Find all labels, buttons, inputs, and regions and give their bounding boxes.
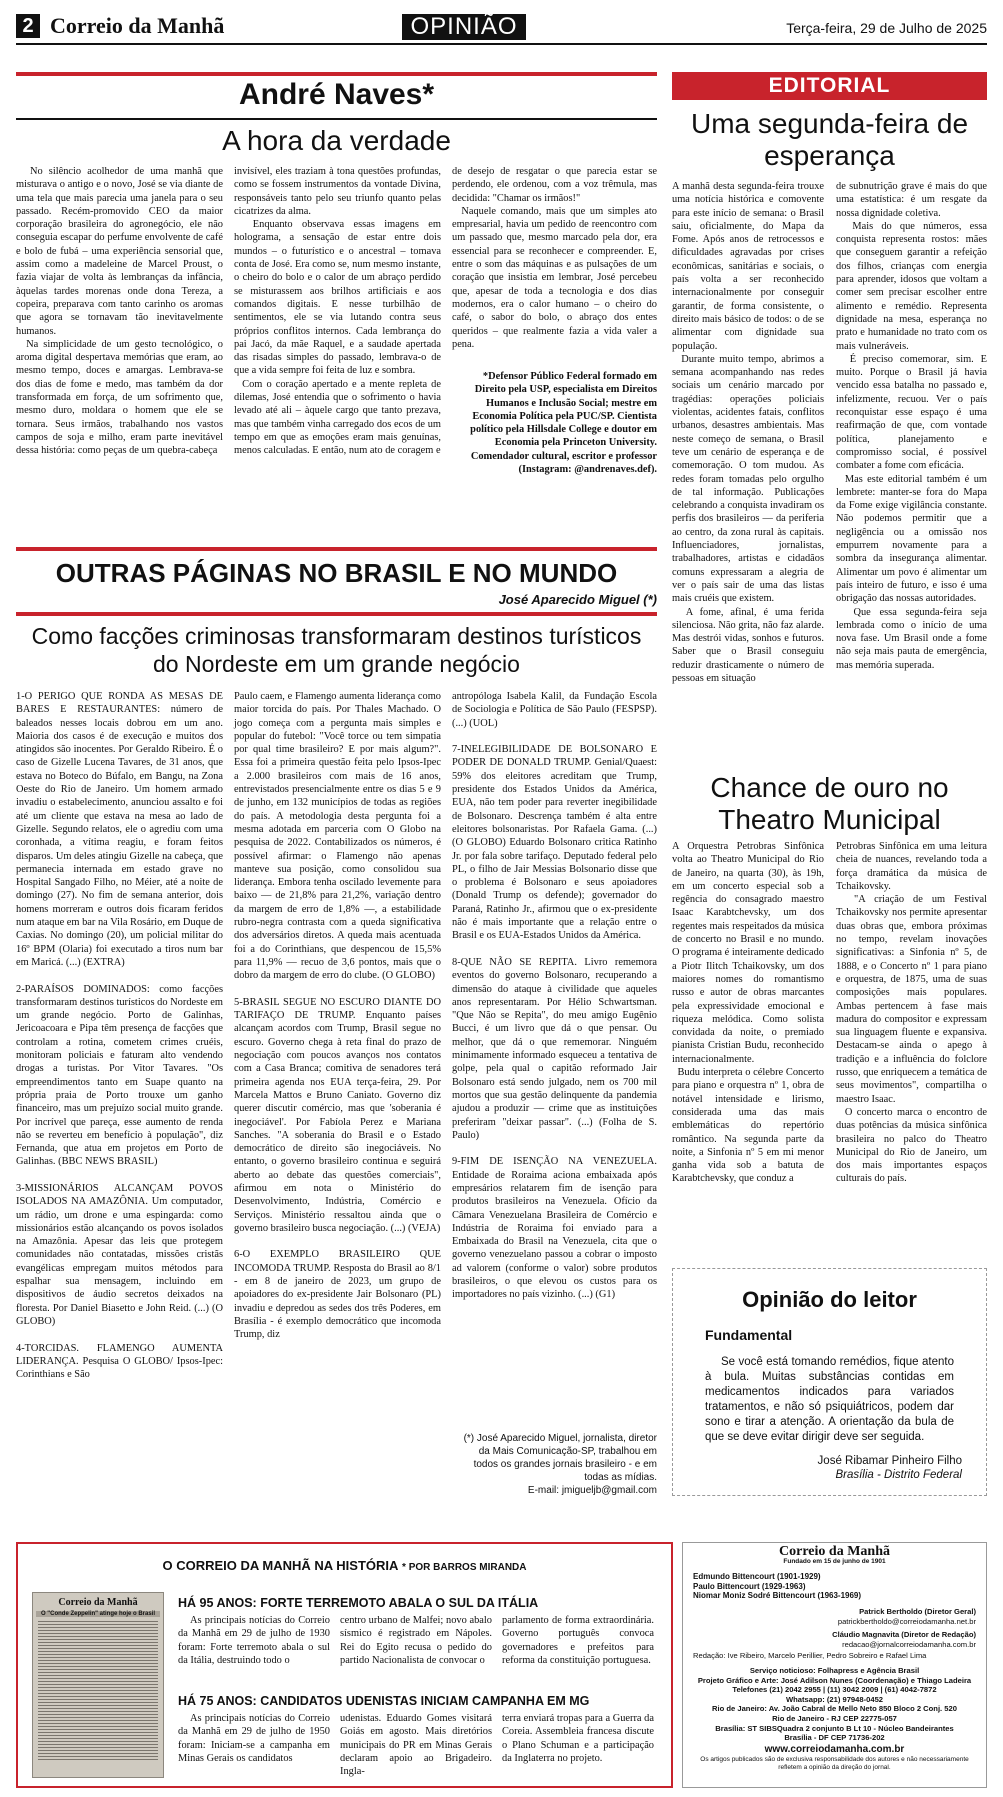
outras-col-1: 1-O PERIGO QUE RONDA AS MESAS DE BARES E RESTAURANTES: número de baleados nesses locais dobrou em um ano. Maioria dos casos é de execução e muitos dos atingidos são inocentes. Por Geraldo Ribeiro. É o caso de Gizelle Lucena Tavares, de 31 anos, que estava no Boteco do Búfalo, em Bangu, na Zona Oeste do Rio de Janeiro. Um homem armado invadiu o estabelecimento, anunciou assalto e foi até um cliente que estava na mesa ao lado de Gizelle. Segundo relatos, ele o agrediu com uma coronhada, a vítima reagiu, e foram feitos disparos. Um deles atingiu Gizelle na cabeça, que permanecia internada em estado grave no Hospital Sangado Filho, no Méier, até a noite de domingo (27). No fim de semana anterior, dois homens morreram e outros dois ficaram feridos num ataque em bar na Vila Rosário, em Duque de Caxias. No domingo (20), um policial militar do 16º BPM (Olaria) foi executado a tiros num bar em Maricá. (...) (EXTRA) 2-PARAÍSOS DOMINADOS: como facções transformaram destinos turísticos do Nordeste em um grande negócio. Porto de Galinhas, Jericoacoara e Pipa têm presença de facções que controlam a rotina, cometem crimes cruéis, monitoram policiais e faturam alto vendendo drogas a turistas. Por Vitor Tavares. "Os empreendimentos tanto em Suape quanto na própria praia de Porto trouxe um ganho financeiro, mas um prejuízo social muito grande. Por incrível que pareça, esse aumento de renda não se reverteu em benefício à população", diz Fernanda, que atua em projetos em Porto de Galinhas. (BBC NEWS BRASIL) 3-MISSIONÁRIOS ALCANÇAM POVOS ISOLADOS NA AMAZÔNIA. Um computador, um rádio, um drone e uma espingarda: como missionários estão alcançando os povos isolados na Amazônia. Apesar das leis que protegem comunidades não contatadas, missões cristãs evangélicas empregam muitos métodos para espalhar sua mensagem, incluindo em dispositivos de áudio secretos deixados na floresta. Por Daniel Biasetto e John Reid. (...) (O GLOBO) 4-TORCIDAS. FLAMENGO AUMENTA LIDERANÇA. Pesquisa O GLOBO/ Ipsos-Ipec: Corinthians e São — [16, 691, 223, 1381]
expediente-founders — [693, 1572, 986, 1601]
opinion-rule — [16, 118, 657, 120]
service-3: Whatsapp: (21) 97948-0452 — [785, 1694, 884, 1704]
historia-h1: HÁ 95 ANOS: FORTE TERREMOTO ABALA O SUL DA ITÁLIA — [178, 1596, 539, 1610]
page-date: Terça-feira, 29 de Julho de 2025 — [786, 20, 987, 36]
historia-header — [18, 1558, 671, 1573]
editorial-col-2: de subnutrição grave é mais do que uma estatística: é um resgate da nossa dignidade coletiva. Mais do que números, essa conquista representa rostos: mães que conseguem garantir a refeição dos filhos, crianças com energia para aprender, idosos que voltam a comer sem precisar escolher entre alimento e remédio. Representa dignidade na mesa, esperança no prato e humanidade no trato com os mais vulneráveis. É preciso comemorar, sim. E muito. Porque o Brasil já havia vencido essa batalha no passado e, infelizmente, recuou. Ver o país reconquistar esse espaço é uma reafirmação de que, com vontade política, planejamento e compromisso social, é possível combater a fome com eficácia. Mas este editorial também é um lembrete: manter-se fora do Mapa da Fome exige vigilância constante. Não podemos permitir que a negligência ou a omissão nos empurrem novamente para a sombra da insegurança alimentar. Alimentar um povo é alimentar um país inteiro de futuro, e isso é uma obrigação das nossas autoridades. Que essa segunda-feira seja lembrada como o início de uma nova fase. Um Brasil onde a fome não seja mais pauta de emergência, mas memória superada. — [836, 181, 988, 671]
outras-col-2: Paulo caem, e Flamengo aumenta liderança como maior torcida do país. Por Thales Machado. O jogo começa com a pergunta mais simples e popular do futebol: "Você torce ou tem simpatia por qual time brasileiro? E por mais algum?". Essa foi a primeira questão feita pelo Ipsos-Ipec a 2.000 brasileiros com mais de 16 anos, entrevistados presencialmente entre os dias 5 e 9 de junho, em 132 municípios de todas as regiões do país. A metodologia desta pergunta foi a mesma adotada em parceria com O Globo na pesquisa de 2022. Contabilizados os números, é possível afirmar: o Flamengo não apenas manteve sua posição, como consolidou sua liderança. Embora tenha oscilado levemente para baixo — de 21,8% para 21,2%, variação dentro da margem de erro de 1,8% —, a estabilidade rubro-negra contrasta com a queda significativa dos adversários diretos. A queda mais acentuada foi a do Corinthians, que despencou de 15,5% para 11,9% — recuo de 3,6 pontos, mais que o dobro da margem de erro do clube. (O GLOBO) 5-BRASIL SEGUE NO ESCURO DIANTE DO TARIFAÇO DE TRUMP. Enquanto países alcançam acordos com Trump, Brasil segue no escuro. Governo chega à reta final do prazo de negociação com poucos avanços nos contatos com a Casa Branca; comitiva de senadores terá primeira agenda nos EUA terça-feira, 29. Por Marcela Mattos e Bruno Caniato. Governo diz querer discutir comércio, mas que 'soberania é inegociável'. Por Fabíola Perez e Mariana Sanches. "A soberania do Brasil e o Estado democrático de direito são inegociáveis. No entanto, o governo brasileiro continua e seguirá aberto ao debate das questões comerciais", afirmou em nota o Ministério do Desenvolvimento, Indústria, Comércio e Serviços. Ministério ressaltou ainda que o governo brasileiro busca negociação. (...) (VEJA) 6-O EXEMPLO BRASILEIRO QUE INCOMODA TRUMP. Resposta do Brasil ao 8/1 - em 8 de janeiro de 2023, um grupo de apoiadores do ex-presidente Jair Bolsonaro (PL) invadiu e depredou as sedes dos três Poderes, em Brasília - é exemplo democrático que incomoda Trump, diz — [234, 691, 441, 1341]
service-1: Projeto Gráfico e Arte: José Adilson Nunes (Coordenação) e Thiago Ladeira — [697, 1675, 972, 1685]
theatro-col-2: Petrobras Sinfônica em uma leitura cheia de nuances, revelando toda a força dramática da música de Tchaikovsky. "A criação de um Festival Tchaikovsky nos permite apresentar duas obras que, embora próximas no tempo, revelam inovações significativas: a Sinfonia nº 5, de 1888, e o Concerto nº 1 para piano e orquestra, de 1875, uma de suas composições mais populares. Ambas pertencem à fase mais madura do compositor e expressam sua linguagem fluente e expansiva. Destacam-se ainda o apego à tradição e a influência do folclore russo, que enriquecem a temática de seus movimentos", compartilha o maestro Isaac. O concerto marca o encontro de duas potências da música sinfônica brasileira no palco do Theatro Municipal do Rio de Janeiro, um dos mais importantes espaços culturais do país. — [836, 841, 987, 1185]
historia-h2: HÁ 75 ANOS: CANDIDATOS UDENISTAS INICIAM CAMPANHA EM MG — [178, 1694, 590, 1708]
editorial-col-1: A manhã desta segunda-feira trouxe uma notícia histórica e comovente para este início de semana: o Brasil saiu, oficialmente, do Mapa da Fome. Após anos de retrocessos e dificuldades agravadas por crises econômicas, sanitárias e sociais, o país volta a ser reconhecido internacionalmente por conseguir garantir, de forma consistente, o direito mais básico de todos: o de se alimentar com dignidade sua população. Durante muito tempo, abrimos a semana acompanhando nas redes sociais um cenário marcado por tragédias: operações policiais violentas, acidentes fatais, conflitos urbanos, desastres ambientais. Mas neste começo de semana, o Brasil teve um cenário de esperança e de comemoração. O tom mudou. As redes foram tomadas pelo orgulho de tal informação. Publicações celebrando a conquista invadiram os perfis dos brasileiros — da periferia ao centro, da zona rural às capitais. Influenciadores, jornalistas, trabalhadores, artistas e cidadãos comuns expressaram a alegria de ver o país sair de uma das listas mais cruéis que existem. A fome, afinal, é uma ferida silenciosa. Não grita, não faz alarde. Mas destrói vidas, sonhos e futuros. Saber que o Brasil conseguiu reduzir drasticamente o número de pessoas em situação — [672, 181, 825, 684]
header-rule — [16, 43, 987, 45]
opinion-author: André Naves* — [238, 78, 435, 111]
editorial-title: Uma segunda-feira de esperança — [690, 108, 969, 171]
outras-top-rule — [16, 547, 657, 551]
expediente-founded: Fundado em 15 de junho de 1901 — [783, 1557, 886, 1565]
director-email: patrickbertholdo@correiodamanha.net.br — [837, 1616, 976, 1626]
service-7: Brasília - DF CEP 71736-202 — [784, 1733, 885, 1743]
opinion-col-2: invisível, eles traziam à tona questões profundas, como se fossem instrumentos da vontade Divina, responsáveis tanto pelo seu triunfo quanto pelas cicatrizes da alma. Enquanto observava essas imagens em holograma, a sensação de estar entre dois mundos – o futurístico e o ancestral – tomava conta de José. Era como se, num mesmo instante, o cheiro do bolo e o calor de um abraço perdido se misturassem aos brilhos artificiais e aos comandos digitais. E nesse turbilhão de sentimentos, ele se via lutando contra seus próprios conflitos internos. Cada lembrança do pai Jacó, da mãe Raquel, e a saudade apertada das risadas simples do passado, lembrava-o de que a vida sempre foi feita de luz e sombra. Com o coração apertado e a mente repleta de dilemas, José entendia que o sofrimento o havia levado até ali – àquele cargo que tanto prezava, mas que também vinha carregado dos ecos de um tempo em que as emoções eram mais genuínas, menos calculadas. E então, num ato de coragem e — [234, 166, 441, 457]
service-6: Brasília: ST SIBSQuadra 2 conjunto B Lt 10 - Núcleo Bandeirantes — [715, 1723, 954, 1733]
historia-title: O CORREIO DA MANHÃ NA HISTÓRIA — [162, 1558, 399, 1573]
outras-headline: Como facções criminosas transformaram destinos turísticos do Nordeste em um grande negócio — [31, 623, 642, 677]
editor-email: redacao@jornalcorreiodamanha.com.br — [842, 1639, 976, 1649]
outras-author: José Aparecido Miguel (*) — [498, 592, 657, 607]
service-2: Telefones (21) 2042 2955 | (11) 3042 2009 | (61) 4042-7872 — [732, 1685, 937, 1695]
section-label: OPINIÃO — [402, 14, 526, 40]
outras-bottom-rule — [16, 612, 657, 616]
historia-thumbnail — [32, 1592, 164, 1778]
historia-h2-col1: As principais notícias do Correio da Manhã em 29 de julho de 1950 foram: Iniciam-se a campanha em Minas Gerais os candidatos — [178, 1713, 333, 1764]
opinion-col-3: de desejo de resgatar o que parecia estar se perdendo, ele ordenou, com a voz trêmula, mas decidida: "Chamar os irmãos!" Naquele comando, mais que um simples ato empresarial, havia um pedido de reencontro com um passado que, mesmo marcado pela dor, era essencial para se reconhecer e compreender. E, entre o som das máquinas e as pulsações de um coração que insistia em lembrar, José percebeu que, apesar de toda a tecnologia e dos dias modernos, era o calor humano – o cheiro do café, o sabor do bolo, o abraço dos entes queridos – que realmente fazia a vida valer a pena. — [452, 166, 657, 350]
historia-h1-col2: centro urbano de Malfei; novo abalo sísmico é registrado em Nápoles. Rei do Egito recusa o pedido do partido Nacionalista de convocar o — [340, 1615, 495, 1666]
expediente-disclaimer: Os artigos publicados são de exclusiva responsabilidade dos autores e não necessariamente refletem a opinião da direção do jornal. — [700, 1756, 969, 1772]
leitor-place: Brasília - Distrito Federal — [835, 1469, 962, 1481]
service-0: Serviço noticioso: Folhapress e Agência Brasil — [749, 1665, 920, 1675]
historia-h2-col3: terra enviará tropas para a Guerra da Coreia. Assembleia francesa discute o Plano Schuman e a participação da Inglaterra no projeto. — [502, 1713, 657, 1764]
leitor-subtitle: Fundamental — [705, 1327, 793, 1343]
leitor-box — [672, 1268, 987, 1496]
expediente-masthead: Correio da Manhã — [779, 1544, 890, 1559]
expediente-box — [682, 1542, 987, 1788]
masthead: Correio da Manhã — [50, 13, 225, 38]
thumb-headline: O "Conde Zeppelin" atinge hoje o Brasil — [36, 1611, 160, 1617]
historia-h2-col2: udenistas. Eduardo Gomes visitará Goiás em agosto. Mais diretórios municipais do PR em Minas Gerais declaram apoio ao Brigadeiro. Ingla- — [340, 1713, 495, 1778]
leitor-title: Opinião do leitor — [742, 1287, 917, 1312]
theatro-title: Chance de ouro no Theatro Municipal — [710, 772, 949, 835]
outras-col-3: antropóloga Isabela Kalil, da Fundação Escola de Sociologia e Política de São Paulo (FESPSP). (...) (UOL) 7-INELEGIBILIDADE DE BOLSONARO E PODER DE DONALD TRUMP. Genial/Quaest: 59% dos eleitores acreditam que Trump, presidente dos Estados Unidos da América, EUA, não tem poder para reverter inegibilidade de Bolsonaro. Descrença também é alta entre eleitores bolsonaristas. Por Rafaela Gama. (...) (O GLOBO) Eduardo Bolsonaro critica Ratinho Jr. por fala sobre tarifaço. Deputado federal pelo PL, o filho de Jair Messias Bolsonario disse que o problema é Bolsonaro e seus apoiadores (Donald Trump os defende); governador do Paraná, Ratinho Jr., afirmou que o ex-presidente não é mais importante que a relação entre o Brasil e os EUA-Estados Unidos da América. 8-QUE NÃO SE REPITA. Livro rememora eventos do governo Bolsonaro, recuperando a dimensão do ataque à civilidade que aqueles anos representaram. Por Hélio Schwartsman. "Que Não se Repita", do meu amigo Eugênio Bucci, é um livro que dá o que pensar. Ou melhor, que dá o que rememorar. Ninguém minimamente informado esqueceu a tentativa de golpe, pela qual o capitão reformado Jair Bolsonaro está sendo julgado, nem os 700 mil mortos que sua gestão delinquente da pandemia ajudou a produzir — crime que as instituições preferiram "deixar passar". (...) (Folha de S. Paulo) 9-FIM DE ISENÇÃO NA VENEZUELA. Entidade de Roraima aciona embaixada após empresários relatarem fim de isenção para produtos brasileiros na Venezuela. Ofício da Câmara Venezuelana Brasileira de Comércio e Indústria de Roraima foi enviado para a Embaixada do Brasil na Venezuela, cita que o governo venezuelano passou a cobrar o imposto ad valorem (conforme o valor) sobre produtos brasileiros, o que elevou os custos para os importadores no país vizinho. (...) (G1) — [452, 691, 657, 1301]
opinion-col-1: No silêncio acolhedor de uma manhã que misturava o antigo e o novo, José se via diante de uma tela que mais parecia uma janela para o seu passado. Recém-promovido CEO da maior corporação brasileira do agronegócio, ele não conseguia escapar do perfume envolvente de café e bolo de fubá – uma experiência sensorial que, assim como a madeleine de Marcel Proust, o fazia viajar de volta às lembranças da infância, àquelas tardes morenas onde dona Tereza, a copeira, preparava com tanto carinho os aromas que agora se tornavam tão inevitavelmente humanos. Na simplicidade de um gesto tecnológico, o aroma digital despertava memórias que eram, ao mesmo tempo, doces e amargas. Lembrava-se dos dias de fome e medo, mas também da dor transformada em força, de um sofrimento que, mesmo duro, moldara o homem que ele se tornara. Seus irmãos, trabalhando nos vastos campos de soja e milho, eram parte inevitável dessa história: como peças de um quebra-cabeça — [16, 166, 223, 457]
founder-2: Paulo Bittencourt (1929-1963) — [693, 1581, 806, 1591]
editor-name: Cláudio Magnavita (Diretor de Redação) — [832, 1630, 976, 1640]
founder-1: Edmundo Bittencourt (1901-1929) — [693, 1572, 821, 1582]
service-5: Rio de Janeiro - RJ CEP 22775-057 — [772, 1713, 897, 1723]
thumb-text-lines — [38, 1621, 158, 1761]
service-4: Rio de Janeiro: Av. João Cabral de Mello Neto 850 Bloco 2 Conj. 520 — [712, 1704, 957, 1714]
historia-byline: * POR BARROS MIRANDA — [402, 1562, 527, 1573]
expediente-website[interactable]: www.correiodamanha.com.br — [764, 1743, 905, 1755]
theatro-col-1: A Orquestra Petrobras Sinfônica volta ao Theatro Municipal do Rio de Janeiro, na quarta (30), às 19h, em um concerto especial sob a regência do consagrado maestro Isaac Karabtchevsky, um dos regentes mais respeitados da música de concerto no Brasil e no mundo. O programa é inteiramente dedicado a Piotr Ilitch Tchaikovsky, um dos maiores nomes do romantismo russo e autor de obras marcantes pela expressividade emocional e riqueza melódica. Como solista convidada da noite, o premiado pianista Cristian Budu, reconhecido internacionalmente. Budu interpreta o célebre Concerto para piano e orquestra nº 1, obra de notável intensidade e lirismo, considerada uma das mais emblemáticas do repertório romântico. Na segunda parte da noite, a Sinfonia nº 5 em mi menor ganha vida sob a batuta de Karabtchevsky, que conduz a — [672, 841, 824, 1185]
outras-author-bio: (*) José Aparecido Miguel, jornalista, diretor da Mais Comunicação-SP, trabalhou em todos os grandes jornais brasileiro - e em todas as mídias. E-mail: jmigueljb@gmail.com — [463, 1433, 657, 1496]
thumb-masthead: Correio da Manhã — [58, 1597, 138, 1608]
opinion-title: A hora da verdade — [222, 125, 451, 156]
opinion-top-rule — [16, 72, 657, 76]
editorial-label: EDITORIAL — [672, 72, 987, 100]
leitor-author: José Ribamar Pinheiro Filho — [817, 1455, 962, 1467]
expediente-redacao: Redação: Ive Ribeiro, Marcelo Perillier, Pedro Sobreiro e Rafael Lima — [693, 1651, 927, 1661]
historia-h1-col3: parlamento de forma extraordinária. Governo português convoca governadores e prefeitos para reforma da constituição portuguesa. — [502, 1615, 657, 1666]
leitor-text: Se você está tomando remédios, fique atento à bula. Muitas substâncias contidas em medicamentos indicados para variados tratamentos, e não só psiquiátricos, podem dar sono e tirar a atenção. A orientação da bula de que se deve evitar dirigir deve ser seguida. — [705, 1356, 954, 1443]
historia-h1-col1: As principais notícias do Correio da Manhã em 29 de julho de 1930 foram: Forte terremoto abala o sul da Itália, destruindo todo o — [178, 1615, 333, 1666]
director-name: Patrick Bertholdo (Diretor Geral) — [859, 1606, 976, 1616]
opinion-author-bio: *Defensor Público Federal formado em Direito pela USP, especialista em Direitos Humanos e Inclusão Social; mestre em Economia Política pela PUC/SP. Cientista político pela Hillsdale College e doutor em Economia pela Princeton University. Comendador cultural, escritor e professor (Instagram: @andrenaves.def). — [470, 371, 657, 476]
historia-box — [16, 1542, 673, 1788]
founder-3: Niomar Moniz Sodré Bittencourt (1963-1969) — [693, 1591, 862, 1601]
outras-section-title: OUTRAS PÁGINAS NO BRASIL E NO MUNDO — [55, 558, 618, 588]
page-number: 2 — [16, 14, 40, 38]
